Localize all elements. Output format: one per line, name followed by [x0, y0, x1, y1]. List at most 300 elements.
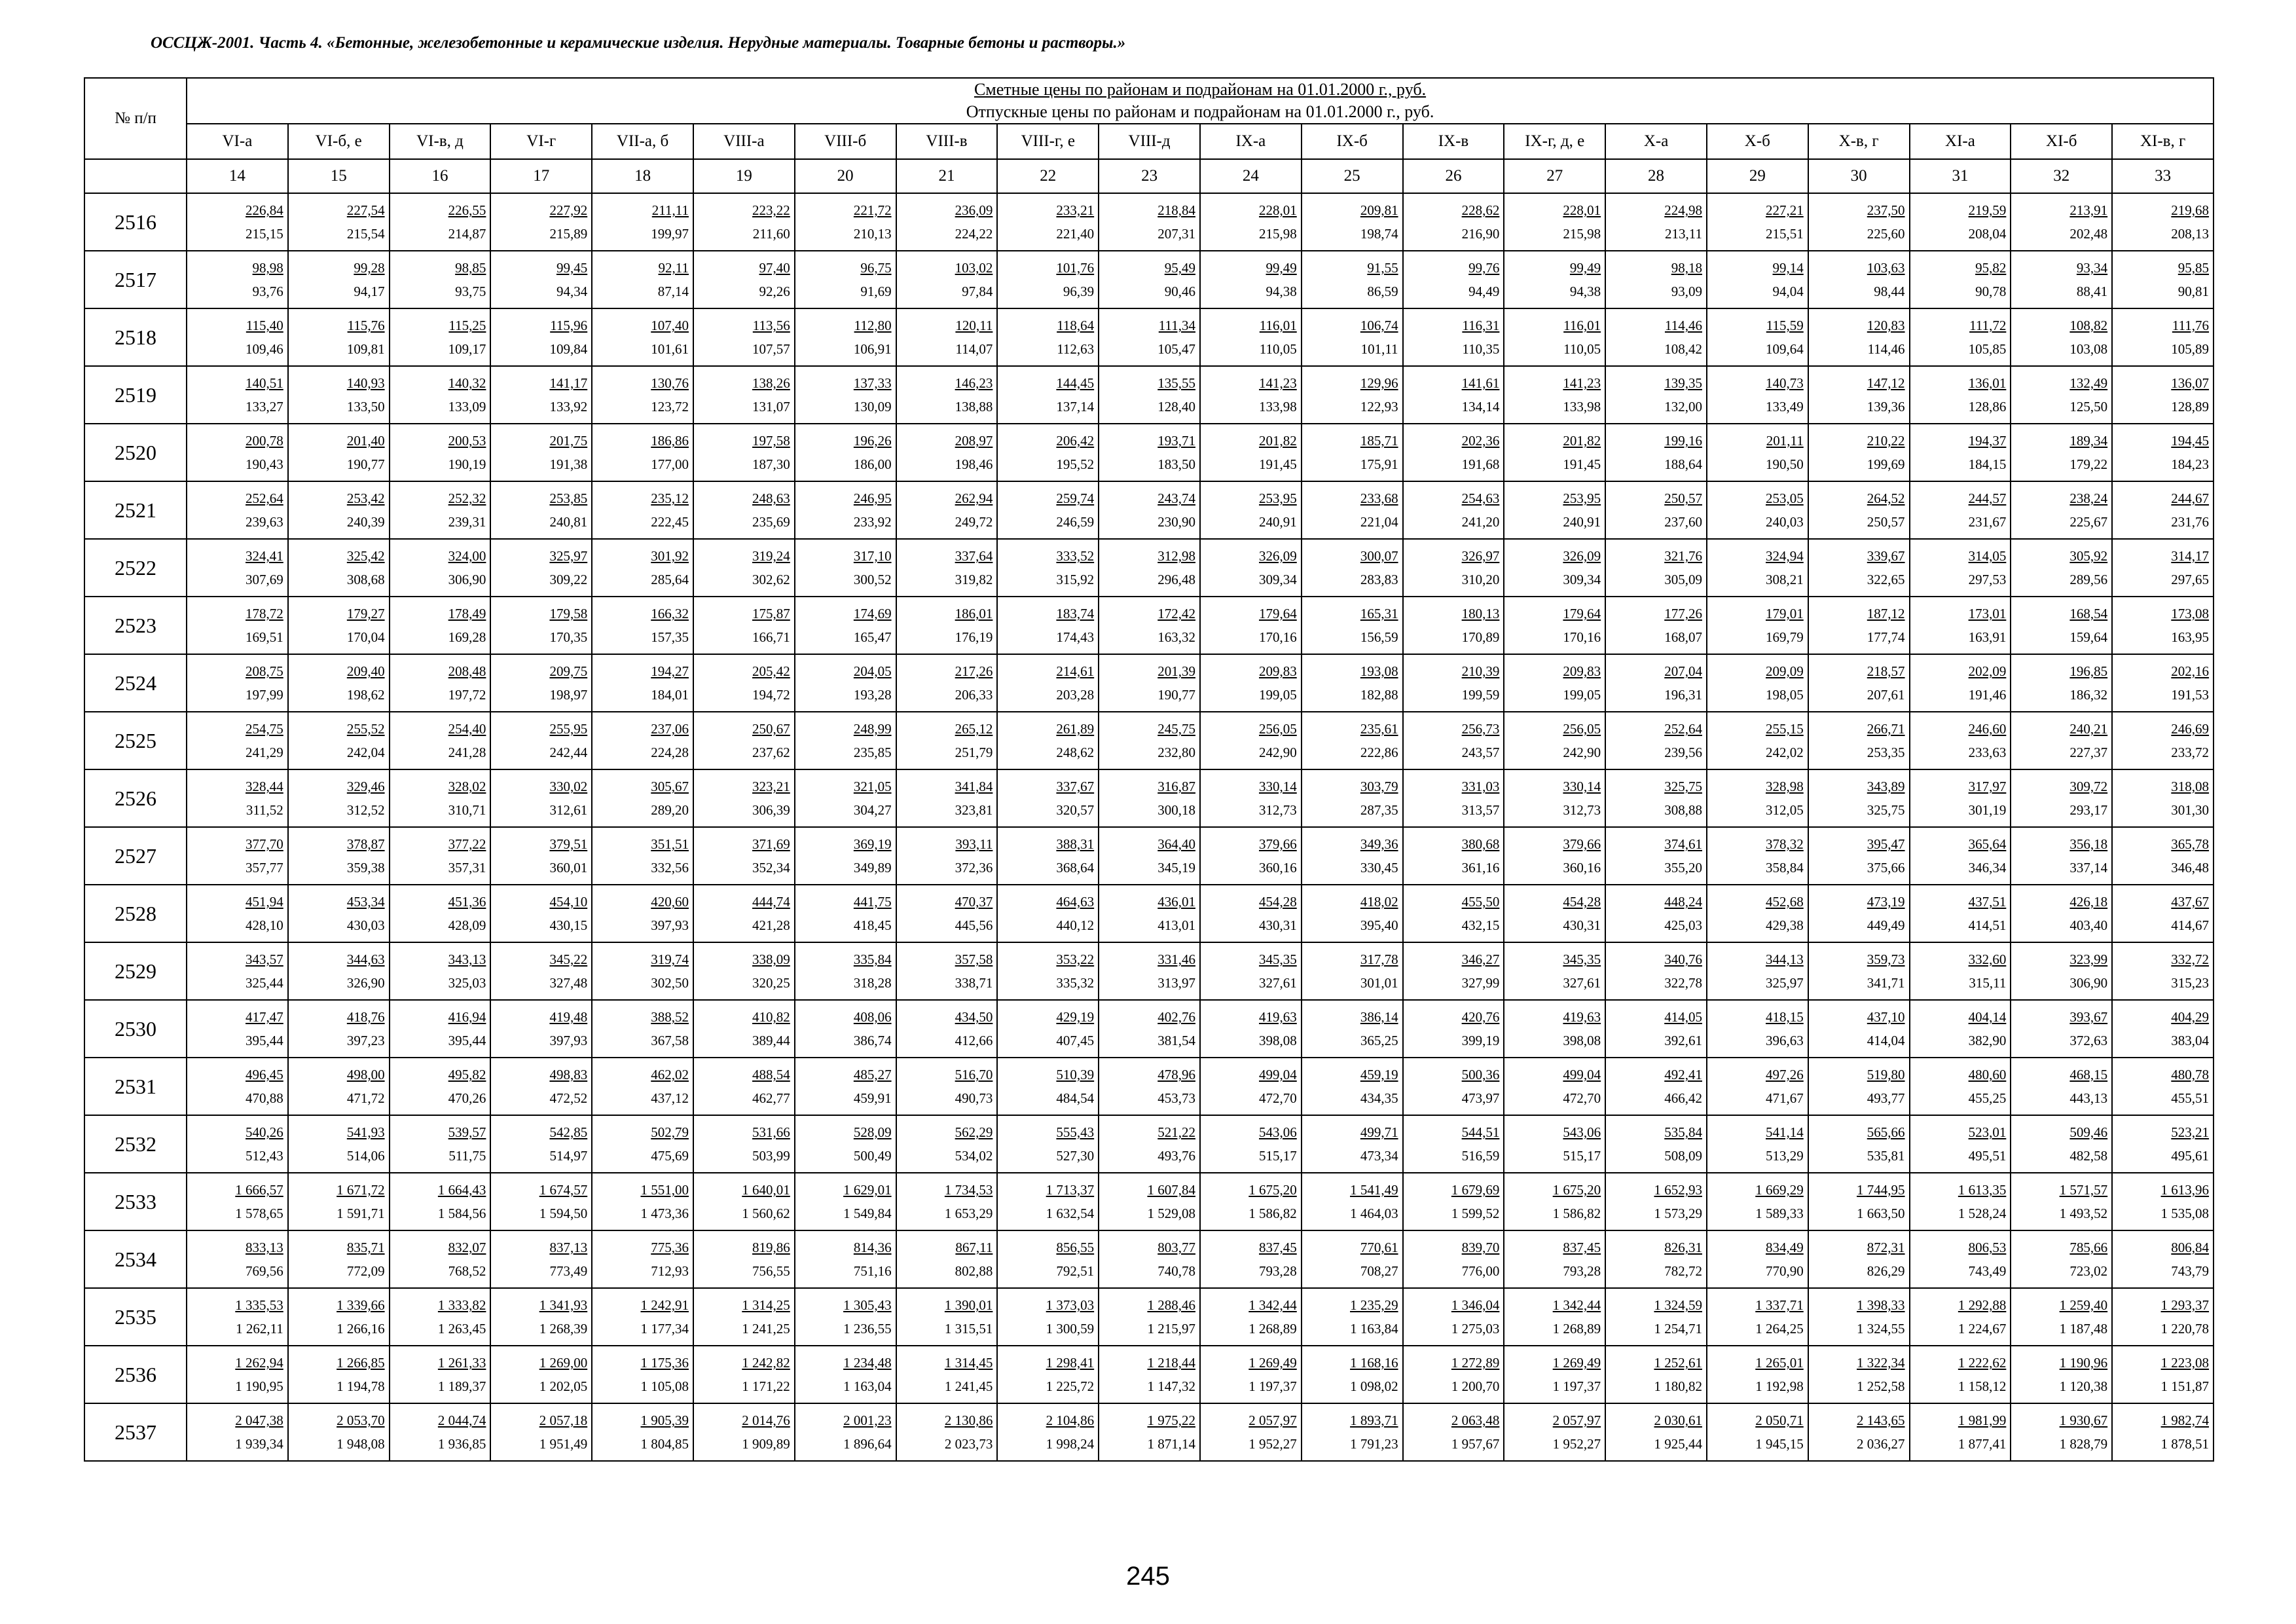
- price-cell: [390, 1346, 491, 1403]
- price-cell: [1302, 885, 1403, 942]
- price-cell: [390, 1058, 491, 1115]
- release-price: 395,40: [1360, 917, 1398, 933]
- price-cell: [1403, 1000, 1504, 1058]
- estimate-price: 488,54: [752, 1067, 790, 1082]
- price-cell: [2112, 827, 2214, 885]
- price-cell: [896, 1115, 998, 1173]
- price-cell: [187, 712, 288, 769]
- release-price: 101,11: [1360, 341, 1398, 357]
- estimate-price: 245,75: [1157, 721, 1195, 737]
- estimate-price: 252,64: [1664, 721, 1702, 737]
- release-price: 430,15: [549, 917, 588, 933]
- release-price: 90,46: [1164, 284, 1195, 299]
- estimate-price: 129,96: [1360, 375, 1398, 391]
- estimate-price: 179,64: [1259, 606, 1297, 621]
- estimate-price: 464,63: [1056, 894, 1095, 910]
- estimate-price: 331,03: [1461, 779, 1500, 794]
- estimate-price: 325,97: [549, 548, 588, 564]
- release-price: 225,60: [1867, 226, 1905, 242]
- price-cell: [1707, 1115, 1808, 1173]
- price-cell: [390, 885, 491, 942]
- price-cell: [490, 654, 592, 712]
- release-price: 320,57: [1056, 802, 1095, 818]
- release-price: 462,77: [752, 1090, 790, 1106]
- price-cell: [1808, 539, 1910, 597]
- release-price: 395,44: [246, 1033, 283, 1048]
- estimate-price: 201,82: [1563, 433, 1601, 449]
- row-number: 2534: [84, 1230, 187, 1288]
- release-price: 315,23: [2171, 975, 2210, 991]
- column-number: 17: [490, 159, 592, 193]
- estimate-price: 179,01: [1766, 606, 1804, 621]
- release-price: 1 952,27: [1552, 1436, 1601, 1452]
- estimate-price: 1 324,59: [1654, 1297, 1702, 1313]
- release-price: 315,11: [1969, 975, 2007, 991]
- release-price: 170,16: [1563, 629, 1601, 645]
- release-price: 471,72: [346, 1090, 385, 1106]
- release-price: 128,89: [2171, 399, 2210, 415]
- release-price: 90,78: [1975, 284, 2007, 299]
- price-cell: [1504, 1173, 1605, 1230]
- release-price: 301,01: [1360, 975, 1398, 991]
- estimate-price: 337,67: [1056, 779, 1095, 794]
- release-price: 241,29: [246, 745, 283, 760]
- table-row: [84, 597, 2214, 654]
- estimate-price: 1 640,01: [742, 1182, 790, 1198]
- price-cell: [896, 769, 998, 827]
- table-row: [84, 942, 2214, 1000]
- release-price: 240,39: [346, 514, 385, 530]
- release-price: 88,41: [2076, 284, 2108, 299]
- price-cell: [1808, 481, 1910, 539]
- estimate-price: 1 342,44: [1552, 1297, 1601, 1313]
- price-cell: [693, 1115, 795, 1173]
- estimate-price: 339,67: [1867, 548, 1905, 564]
- estimate-price: 99,28: [354, 260, 385, 276]
- price-cell: [490, 1115, 592, 1173]
- release-price: 94,49: [1468, 284, 1500, 299]
- release-price: 233,72: [2171, 745, 2210, 760]
- estimate-price: 317,10: [853, 548, 892, 564]
- release-price: 508,09: [1664, 1148, 1702, 1164]
- release-price: 186,00: [853, 456, 892, 472]
- estimate-price: 115,76: [347, 318, 385, 333]
- estimate-price: 136,01: [1968, 375, 2007, 391]
- estimate-price: 1 190,96: [2059, 1355, 2108, 1371]
- estimate-price: 2 014,76: [742, 1412, 790, 1428]
- estimate-price: 255,15: [1766, 721, 1804, 737]
- release-price: 1 591,71: [337, 1206, 385, 1221]
- price-cell: [1504, 1115, 1605, 1173]
- estimate-price: 330,14: [1563, 779, 1601, 794]
- column-number-blank: [84, 159, 187, 193]
- price-cell: [997, 1115, 1099, 1173]
- release-price: 743,79: [2171, 1263, 2210, 1279]
- price-cell: [1504, 1230, 1605, 1288]
- column-number: 30: [1808, 159, 1910, 193]
- estimate-price: 509,46: [2069, 1124, 2108, 1140]
- estimate-price: 1 259,40: [2059, 1297, 2108, 1313]
- release-price: 169,79: [1766, 629, 1804, 645]
- price-cell: [1504, 251, 1605, 308]
- estimate-price: 120,11: [955, 318, 993, 333]
- estimate-price: 138,26: [752, 375, 790, 391]
- price-cell: [187, 366, 288, 424]
- price-cell: [2011, 1346, 2112, 1403]
- estimate-price: 418,15: [1766, 1009, 1804, 1025]
- estimate-price: 1 242,82: [742, 1355, 790, 1371]
- estimate-price: 819,86: [752, 1240, 790, 1255]
- price-cell: [1504, 885, 1605, 942]
- column-number: 16: [390, 159, 491, 193]
- price-cell: [1403, 827, 1504, 885]
- release-price: 287,35: [1360, 802, 1398, 818]
- release-price: 455,25: [1968, 1090, 2007, 1106]
- release-price: 176,19: [955, 629, 993, 645]
- price-cell: [1910, 1173, 2011, 1230]
- estimate-price: 201,82: [1259, 433, 1297, 449]
- release-price: 512,43: [246, 1148, 283, 1164]
- estimate-price: 1 168,16: [1350, 1355, 1398, 1371]
- estimate-price: 408,06: [853, 1009, 892, 1025]
- release-price: 285,64: [651, 572, 689, 587]
- release-price: 1 584,56: [437, 1206, 486, 1221]
- price-cell: [1504, 1403, 1605, 1461]
- estimate-price: 1 292,88: [1958, 1297, 2007, 1313]
- release-price: 169,51: [246, 629, 283, 645]
- price-cell: [1403, 1403, 1504, 1461]
- release-price: 215,15: [246, 226, 283, 242]
- estimate-price: 177,26: [1664, 606, 1702, 621]
- release-price: 365,25: [1360, 1033, 1398, 1048]
- estimate-price: 106,74: [1360, 318, 1398, 333]
- release-price: 133,92: [549, 399, 588, 415]
- price-cell: [1302, 193, 1403, 251]
- release-price: 188,64: [1664, 456, 1702, 472]
- estimate-price: 223,22: [752, 202, 790, 218]
- price-cell: [187, 1173, 288, 1230]
- estimate-price: 1 893,71: [1350, 1412, 1398, 1428]
- release-price: 383,04: [2171, 1033, 2210, 1048]
- region-header: IX-а: [1200, 124, 1302, 159]
- release-price: 428,10: [246, 917, 283, 933]
- price-cell: [592, 366, 693, 424]
- release-price: 186,32: [2069, 687, 2108, 703]
- price-cell: [1099, 885, 1200, 942]
- estimate-price: 448,24: [1664, 894, 1702, 910]
- price-cell: [1099, 654, 1200, 712]
- region-header: IX-в: [1403, 124, 1504, 159]
- estimate-price: 365,64: [1968, 836, 2007, 852]
- price-cell: [795, 942, 896, 1000]
- price-cell: [2112, 1346, 2214, 1403]
- release-price: 1 493,52: [2059, 1206, 2108, 1221]
- estimate-price: 437,10: [1867, 1009, 1905, 1025]
- estimate-price: 178,49: [448, 606, 486, 621]
- release-price: 1 225,72: [1046, 1378, 1095, 1394]
- price-cell: [795, 827, 896, 885]
- region-header: VIII-а: [693, 124, 795, 159]
- price-cell: [1302, 827, 1403, 885]
- release-price: 206,33: [955, 687, 993, 703]
- estimate-price: 344,63: [346, 951, 385, 967]
- price-cell: [490, 597, 592, 654]
- release-price: 1 573,29: [1654, 1206, 1702, 1221]
- price-cell: [1808, 654, 1910, 712]
- release-price: 398,08: [1259, 1033, 1297, 1048]
- release-price: 312,73: [1563, 802, 1601, 818]
- release-price: 425,03: [1664, 917, 1702, 933]
- estimate-price: 120,83: [1867, 318, 1905, 333]
- price-cell: [2011, 424, 2112, 481]
- price-cell: [1504, 597, 1605, 654]
- estimate-price: 224,98: [1664, 202, 1702, 218]
- column-number: 18: [592, 159, 693, 193]
- release-price: 319,82: [955, 572, 993, 587]
- price-cell: [490, 1403, 592, 1461]
- price-cell: [390, 769, 491, 827]
- release-price: 101,61: [651, 341, 689, 357]
- price-cell: [693, 308, 795, 366]
- price-cell: [896, 481, 998, 539]
- release-price: 87,14: [657, 284, 689, 299]
- estimate-price: 253,05: [1766, 490, 1804, 506]
- estimate-price: 305,67: [651, 779, 689, 794]
- price-cell: [1099, 942, 1200, 1000]
- price-cell: [1605, 1230, 1707, 1288]
- estimate-price: 140,73: [1766, 375, 1804, 391]
- estimate-price: 226,55: [448, 202, 486, 218]
- estimate-price: 321,76: [1664, 548, 1702, 564]
- price-cell: [896, 1346, 998, 1403]
- release-price: 310,20: [1461, 572, 1500, 587]
- estimate-price: 168,54: [2069, 606, 2108, 621]
- release-price: 170,04: [346, 629, 385, 645]
- estimate-price: 218,84: [1157, 202, 1195, 218]
- price-cell: [490, 1173, 592, 1230]
- release-price: 515,17: [1259, 1148, 1297, 1164]
- price-cell: [693, 654, 795, 712]
- release-price: 368,64: [1056, 860, 1095, 876]
- release-price: 1 925,44: [1654, 1436, 1702, 1452]
- estimate-price: 393,11: [955, 836, 993, 852]
- price-cell: [1605, 885, 1707, 942]
- price-cell: [187, 827, 288, 885]
- release-price: 208,04: [1968, 226, 2007, 242]
- release-price: 187,30: [752, 456, 790, 472]
- release-price: 170,89: [1461, 629, 1500, 645]
- price-cell: [997, 942, 1099, 1000]
- title-line-release: Отпускные цены по районам и подрайонам на 01.01.2000 г., руб.: [966, 102, 1434, 121]
- estimate-price: 349,36: [1360, 836, 1398, 852]
- estimate-price: 261,89: [1056, 721, 1095, 737]
- estimate-price: 1 333,82: [437, 1297, 486, 1313]
- release-price: 386,74: [853, 1033, 892, 1048]
- release-price: 712,93: [651, 1263, 689, 1279]
- estimate-price: 2 044,74: [437, 1412, 486, 1428]
- estimate-price: 341,84: [955, 779, 993, 794]
- row-number: 2528: [84, 885, 187, 942]
- release-price: 312,61: [549, 802, 588, 818]
- estimate-price: 211,11: [651, 202, 689, 218]
- estimate-price: 201,40: [346, 433, 385, 449]
- release-price: 793,28: [1563, 1263, 1601, 1279]
- estimate-price: 319,24: [752, 548, 790, 564]
- estimate-price: 344,13: [1766, 951, 1804, 967]
- column-number: 22: [997, 159, 1099, 193]
- price-cell: [1200, 1115, 1302, 1173]
- price-cell: [2011, 1230, 2112, 1288]
- estimate-price: 115,25: [448, 318, 486, 333]
- release-price: 241,28: [448, 745, 486, 760]
- estimate-price: 186,01: [955, 606, 993, 621]
- table-row: [84, 827, 2214, 885]
- price-cell: [2011, 769, 2112, 827]
- price-cell: [1504, 827, 1605, 885]
- release-price: 109,64: [1766, 341, 1804, 357]
- estimate-price: 246,60: [1968, 721, 2007, 737]
- estimate-price: 140,51: [246, 375, 283, 391]
- price-cell: [592, 942, 693, 1000]
- estimate-price: 540,26: [246, 1124, 283, 1140]
- release-price: 326,90: [346, 975, 385, 991]
- price-cell: [288, 424, 390, 481]
- estimate-price: 332,72: [2171, 951, 2210, 967]
- price-cell: [2112, 885, 2214, 942]
- price-cell: [1403, 597, 1504, 654]
- row-number: 2521: [84, 481, 187, 539]
- price-cell: [1403, 1288, 1504, 1346]
- estimate-price: 116,31: [1462, 318, 1500, 333]
- price-cell: [1605, 1403, 1707, 1461]
- price-cell: [1605, 481, 1707, 539]
- region-header: VIII-д: [1099, 124, 1200, 159]
- price-cell: [592, 193, 693, 251]
- price-cell: [1403, 885, 1504, 942]
- release-price: 453,73: [1157, 1090, 1195, 1106]
- release-price: 221,04: [1360, 514, 1398, 530]
- release-price: 723,02: [2069, 1263, 2108, 1279]
- estimate-price: 356,18: [2069, 836, 2108, 852]
- estimate-price: 331,46: [1157, 951, 1195, 967]
- column-number: 21: [896, 159, 998, 193]
- price-cell: [187, 193, 288, 251]
- release-price: 1 877,41: [1958, 1436, 2007, 1452]
- price-cell: [1808, 1058, 1910, 1115]
- release-price: 1 158,12: [1958, 1378, 2007, 1394]
- release-price: 301,19: [1968, 802, 2007, 818]
- estimate-price: 1 314,25: [742, 1297, 790, 1313]
- release-price: 772,09: [346, 1263, 385, 1279]
- release-price: 177,00: [651, 456, 689, 472]
- price-cell: [2112, 481, 2214, 539]
- estimate-price: 1 305,43: [843, 1297, 892, 1313]
- price-cell: [1200, 712, 1302, 769]
- estimate-price: 562,29: [955, 1124, 993, 1140]
- release-price: 109,81: [346, 341, 385, 357]
- estimate-price: 107,40: [651, 318, 689, 333]
- estimate-price: 1 265,01: [1755, 1355, 1804, 1371]
- release-price: 91,69: [860, 284, 892, 299]
- row-number: 2522: [84, 539, 187, 597]
- estimate-price: 99,49: [1569, 260, 1601, 276]
- release-price: 1 549,84: [843, 1206, 892, 1221]
- estimate-price: 500,36: [1461, 1067, 1500, 1082]
- release-price: 357,77: [246, 860, 283, 876]
- estimate-price: 338,09: [752, 951, 790, 967]
- estimate-price: 312,98: [1157, 548, 1195, 564]
- release-price: 157,35: [651, 629, 689, 645]
- price-cell: [2011, 1173, 2112, 1230]
- release-price: 239,56: [1664, 745, 1702, 760]
- price-cell: [1707, 481, 1808, 539]
- estimate-price: 196,85: [2069, 663, 2108, 679]
- estimate-price: 555,43: [1056, 1124, 1095, 1140]
- release-price: 1 589,33: [1755, 1206, 1804, 1221]
- release-price: 1 473,36: [640, 1206, 689, 1221]
- release-price: 345,19: [1157, 860, 1195, 876]
- release-price: 130,09: [853, 399, 892, 415]
- price-cell: [1910, 1288, 2011, 1346]
- release-price: 199,59: [1461, 687, 1500, 703]
- column-number: 29: [1707, 159, 1808, 193]
- price-cell: [288, 193, 390, 251]
- release-price: 133,09: [448, 399, 486, 415]
- release-price: 1 464,03: [1350, 1206, 1398, 1221]
- price-cell: [390, 251, 491, 308]
- estimate-price: 95,85: [2178, 260, 2210, 276]
- release-price: 293,17: [2069, 802, 2108, 818]
- release-price: 1 791,23: [1350, 1436, 1398, 1452]
- estimate-price: 343,13: [448, 951, 486, 967]
- estimate-price: 523,21: [2171, 1124, 2210, 1140]
- estimate-price: 180,13: [1461, 606, 1500, 621]
- release-price: 421,28: [752, 917, 790, 933]
- region-header: X-в, г: [1808, 124, 1910, 159]
- price-cell: [997, 424, 1099, 481]
- price-cell: [1808, 424, 1910, 481]
- estimate-price: 233,21: [1056, 202, 1095, 218]
- price-cell: [1707, 712, 1808, 769]
- release-price: 92,26: [759, 284, 790, 299]
- release-price: 320,25: [752, 975, 790, 991]
- price-cell: [795, 193, 896, 251]
- release-price: 2 036,27: [1857, 1436, 1905, 1452]
- row-number: 2518: [84, 308, 187, 366]
- price-cell: [2011, 1115, 2112, 1173]
- release-price: 403,40: [2069, 917, 2108, 933]
- price-cell: [1200, 193, 1302, 251]
- price-cell: [1910, 308, 2011, 366]
- estimate-price: 1 373,03: [1046, 1297, 1095, 1313]
- release-price: 1 266,16: [337, 1321, 385, 1337]
- price-cell: [288, 1058, 390, 1115]
- price-cell: [2011, 251, 2112, 308]
- price-cell: [1605, 251, 1707, 308]
- release-price: 307,69: [246, 572, 283, 587]
- price-cell: [1707, 251, 1808, 308]
- estimate-price: 528,09: [853, 1124, 892, 1140]
- price-cell: [997, 1000, 1099, 1058]
- estimate-price: 379,51: [549, 836, 588, 852]
- release-price: 221,40: [1056, 226, 1095, 242]
- price-cell: [1910, 597, 2011, 654]
- release-price: 455,51: [2171, 1090, 2210, 1106]
- estimate-price: 351,51: [651, 836, 689, 852]
- release-price: 341,71: [1867, 975, 1905, 991]
- price-cell: [1707, 654, 1808, 712]
- release-price: 309,34: [1259, 572, 1297, 587]
